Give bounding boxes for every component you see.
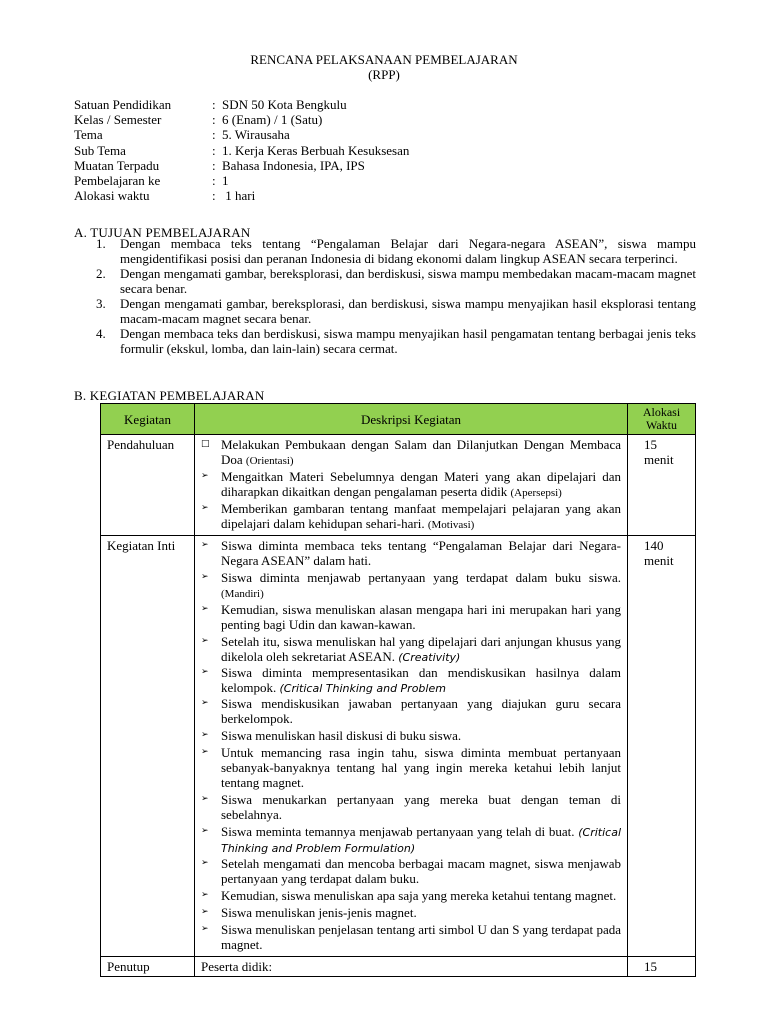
identity-value: SDN 50 Kota Bengkulu: [222, 97, 347, 112]
activity-step: [201, 538, 621, 570]
step-text: Kemudian, siswa menuliskan apa saja yang mereka ketahui tentang magnet.: [221, 888, 617, 903]
arrow-bullet-icon: ➢: [201, 794, 209, 804]
arrow-bullet-icon: ➢: [201, 698, 209, 708]
step-text: Mengaitkan Materi Sebelumnya dengan Materi yang akan dipelajari dan diharapkan dikaitkan dengan pengalaman peserta didik: [221, 469, 621, 499]
step-text: Siswa diminta mempresentasikan dan mendiskusikan hasilnya dalam kelompok.: [221, 665, 621, 695]
arrow-bullet-icon: ➢: [201, 747, 209, 757]
identity-label: Pembelajaran ke: [74, 172, 161, 188]
step-text-wrap: [221, 745, 621, 792]
section-a-heading: A. TUJUAN PEMBELAJARAN: [74, 225, 251, 240]
step-tag: (Mandiri): [221, 588, 264, 600]
identity-value: 6 (Enam) / 1 (Satu): [222, 112, 323, 128]
row-time: 15: [628, 957, 696, 977]
identity-value: 1 hari: [222, 188, 256, 204]
goal-number: 1.: [96, 236, 106, 251]
arrow-bullet-icon: □: [201, 439, 210, 449]
identity-colon: :: [212, 142, 216, 158]
goal-text: Dengan membaca teks dan berdiskusi, siswa mampu menyajikan hasil pengamatan tentang berbagai jenis teks formulir (ekskul, lomba, dan lain-lain) secara cermat.: [120, 326, 696, 356]
step-text: Siswa menukarkan pertanyaan yang mereka buat dengan teman di sebelahnya.: [221, 792, 621, 822]
step-text-wrap: [221, 696, 621, 728]
step-text-wrap: [221, 728, 621, 745]
arrow-bullet-icon: ➢: [201, 636, 209, 646]
step-text-wrap: [221, 888, 621, 905]
step-tag: (Critical Thinking and Problem: [279, 682, 446, 695]
table-row-pendahuluan: [101, 435, 696, 536]
arrow-bullet-icon: ➢: [201, 907, 209, 917]
step-text-wrap: [221, 501, 621, 533]
activity-step: [201, 745, 621, 792]
goal-number: 4.: [96, 326, 106, 341]
step-text: Kemudian, siswa menuliskan alasan mengapa hari ini merupakan hari yang penting bagi Udin dan kawan-kawan.: [221, 602, 621, 632]
activity-step: [201, 792, 621, 824]
step-text: Siswa diminta membaca teks tentang “Pengalaman Belajar dari Negara-Negara ASEAN” dalam hati.: [221, 538, 621, 568]
activity-step: [201, 501, 621, 533]
step-tag: (Motivasi): [427, 519, 475, 531]
section-b-heading: B. KEGIATAN PEMBELAJARAN: [74, 388, 265, 403]
row-description: [195, 435, 628, 536]
step-text: Siswa meminta temannya menjawab pertanyaan yang telah di buat.: [221, 824, 575, 839]
identity-colon: :: [212, 188, 216, 204]
identity-value: 5. Wirausaha: [222, 127, 290, 143]
identity-label: Muatan Terpadu: [74, 157, 160, 173]
row-label: Penutup: [101, 957, 195, 977]
identity-row: [74, 188, 409, 203]
activity-step: [201, 728, 621, 745]
row-time: 140 menit: [628, 536, 696, 957]
goal-text: Dengan mengamati gambar, bereksplorasi, dan berdiskusi, siswa mampu menyajikan hasil eksplorasi tentang macam-macam magnet secara benar.: [120, 296, 696, 326]
identity-value: 1. Kerja Keras Berbuah Kesuksesan: [222, 142, 410, 158]
goal-number: 2.: [96, 266, 106, 281]
goal-text: Dengan mengamati gambar, bereksplorasi, dan berdiskusi, siswa mampu membedakan macam-macam magnet secara benar.: [120, 266, 696, 296]
activity-step: [201, 922, 621, 954]
arrow-bullet-icon: ➢: [201, 667, 209, 677]
document-title: RENCANA PELAKSANAAN PEMBELAJARAN: [250, 52, 518, 67]
step-tag: (Critical Thinking and Problem Formulation): [221, 826, 621, 855]
arrow-bullet-icon: ➢: [201, 890, 209, 900]
identity-row: [74, 173, 409, 188]
step-tag: (Apersepsi): [510, 487, 562, 499]
row-description: Peserta didik:: [195, 957, 628, 977]
header-alokasi: Alokasi Waktu: [628, 404, 696, 435]
identity-label: Kelas / Semester: [74, 112, 162, 128]
goal-number: 3.: [96, 296, 106, 311]
step-text-wrap: [221, 469, 621, 501]
activity-step: [201, 888, 621, 905]
row-label: Pendahuluan: [101, 435, 195, 536]
identity-label: Alokasi waktu: [74, 188, 150, 204]
row-time: 15 menit: [628, 435, 696, 536]
row-description: [195, 536, 628, 957]
goal-item: [96, 266, 696, 296]
step-text-wrap: [221, 437, 621, 469]
step-text: Siswa menuliskan penjelasan tentang arti simbol U dan S yang terdapat pada magnet.: [221, 922, 621, 952]
activity-step: [201, 602, 621, 634]
goal-text: Dengan membaca teks tentang “Pengalaman Belajar dari Negara-negara ASEAN”, siswa mampu mengidentifikasi posisi dan peranan Indonesia di bidang ekonomi dalam lingkup ASEAN secara terperinci.: [120, 236, 696, 266]
activity-step: [201, 469, 621, 501]
goal-item: [96, 236, 696, 266]
identity-colon: :: [212, 112, 216, 128]
step-text-wrap: [221, 856, 621, 888]
step-tag: (Orientasi): [245, 455, 294, 467]
arrow-bullet-icon: ➢: [201, 730, 209, 740]
table-header-row: [101, 404, 696, 435]
identity-value: 1: [222, 172, 229, 188]
step-text: Siswa menuliskan jenis-jenis magnet.: [221, 905, 417, 920]
arrow-bullet-icon: ➢: [201, 826, 209, 836]
document-subtitle: (RPP): [368, 67, 400, 82]
identity-row: [74, 112, 409, 127]
activity-step: [201, 634, 621, 665]
row-label: Kegiatan Inti: [101, 536, 195, 957]
step-text-wrap: [221, 634, 621, 665]
identity-row: [74, 97, 409, 112]
identity-label: Tema: [74, 127, 103, 143]
activity-step: [201, 665, 621, 696]
header-deskripsi: Deskripsi Kegiatan: [195, 404, 628, 435]
step-text-wrap: [221, 602, 621, 634]
activity-step: [201, 696, 621, 728]
identity-block: [74, 97, 409, 203]
activity-step: [201, 856, 621, 888]
step-text: Melakukan Pembukaan dengan Salam dan Dilanjutkan Dengan Membaca Doa: [221, 437, 621, 467]
identity-colon: :: [212, 127, 216, 143]
identity-row: [74, 127, 409, 142]
goals-list: [96, 236, 696, 356]
arrow-bullet-icon: ➢: [201, 858, 209, 868]
goal-item: [96, 326, 696, 356]
activity-step: [201, 570, 621, 602]
activity-step: [201, 824, 621, 856]
step-text: Siswa mendiskusikan jawaban pertanyaan yang diajukan guru secara berkelompok.: [221, 696, 621, 726]
activity-step: [201, 905, 621, 922]
step-text-wrap: [221, 824, 621, 856]
identity-row: [74, 143, 409, 158]
identity-label: Sub Tema: [74, 142, 126, 158]
arrow-bullet-icon: ➢: [201, 572, 209, 582]
step-text-wrap: [221, 905, 621, 922]
step-text-wrap: [221, 922, 621, 954]
step-text-wrap: [221, 538, 621, 570]
step-text: Setelah itu, siswa menuliskan hal yang dipelajari dari anjungan khusus yang dikelola oleh sekretariat ASEAN.: [221, 634, 621, 664]
identity-colon: :: [212, 97, 216, 112]
goal-item: [96, 296, 696, 326]
step-text: Memberikan gambaran tentang manfaat mempelajari pelajaran yang akan dipelajari dalam kehidupan sehari-hari.: [221, 501, 621, 531]
step-text-wrap: [221, 570, 621, 602]
identity-label: Satuan Pendidikan: [74, 97, 172, 112]
arrow-bullet-icon: ➢: [201, 503, 209, 513]
step-text: Untuk memancing rasa ingin tahu, siswa diminta membuat pertanyaan sebanyak-banyaknya tentang hal yang ingin mereka ketahui lebih lanjut tentang magnet.: [221, 745, 621, 790]
table-row-inti: [101, 536, 696, 957]
table-row-penutup: [101, 957, 696, 977]
step-text-wrap: [221, 792, 621, 824]
arrow-bullet-icon: ➢: [201, 604, 209, 614]
arrow-bullet-icon: ➢: [201, 924, 209, 934]
identity-colon: :: [212, 172, 216, 188]
arrow-bullet-icon: ➢: [201, 540, 209, 550]
step-text-wrap: [221, 665, 621, 696]
step-tag: (Creativity): [398, 651, 461, 664]
step-text: Setelah mengamati dan mencoba berbagai macam magnet, siswa menjawab pertanyaan yang terdapat dalam buku.: [221, 856, 621, 886]
header-kegiatan: Kegiatan: [101, 404, 195, 435]
step-text: Siswa menuliskan hasil diskusi di buku siswa.: [221, 728, 462, 743]
arrow-bullet-icon: ➢: [201, 471, 209, 481]
activity-step: [201, 437, 621, 469]
identity-colon: :: [212, 157, 216, 173]
step-text: Siswa diminta menjawab pertanyaan yang terdapat dalam buku siswa.: [221, 570, 621, 585]
identity-row: [74, 158, 409, 173]
activity-table: [100, 403, 696, 977]
identity-value: Bahasa Indonesia, IPA, IPS: [222, 157, 365, 173]
